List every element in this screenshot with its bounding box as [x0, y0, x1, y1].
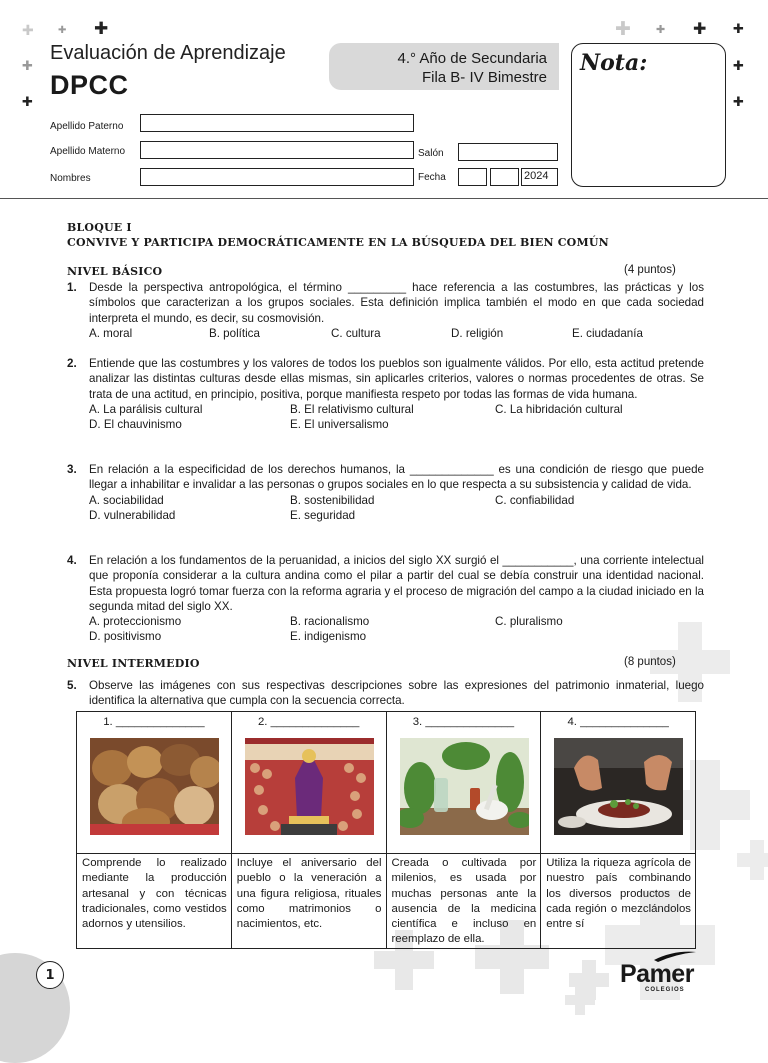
patrimonio-cell — [541, 854, 696, 949]
nota-box[interactable] — [571, 43, 726, 187]
block-title: BLOQUE I — [67, 221, 132, 234]
grade-box — [329, 43, 559, 90]
option[interactable]: B. racionalismo — [290, 615, 370, 629]
image-slot — [77, 732, 231, 853]
option[interactable]: E. ciudadanía — [572, 326, 643, 340]
question-text: Desde la perspectiva antropológica, el término _________ hace referencia a las costumbres, las prácticas y los símbolos que caracterizan a los grupos sociales. Esta definición implica también el modo en que cada sociedad interpreta el mundo, es decir, su cosmovisión. — [89, 281, 704, 325]
option[interactable]: A. La parálisis cultural — [89, 402, 203, 416]
nombres-label: Nombres — [50, 173, 91, 184]
question-5 — [67, 678, 704, 709]
option[interactable]: D. El chauvinismo — [89, 417, 182, 431]
question-number: 4. — [67, 554, 77, 567]
nota-label: Nota: — [580, 50, 648, 76]
patrimonio-cell — [231, 854, 386, 949]
apellido-materno-field[interactable] — [140, 141, 414, 159]
plus-icon: ✚ — [58, 25, 67, 36]
question-number: 2. — [67, 357, 77, 370]
plus-icon: ✚ — [615, 18, 631, 40]
plus-icon: ✚ — [733, 22, 744, 37]
image-slot — [387, 732, 541, 853]
nivel-intermedio-label: NIVEL INTERMEDIO — [67, 657, 200, 670]
option[interactable]: B. sostenibilidad — [290, 493, 375, 507]
pamer-logo: Pamer — [620, 960, 694, 988]
plus-icon: ✚ — [693, 19, 707, 38]
question-4 — [67, 553, 704, 645]
option[interactable]: D. positivismo — [89, 630, 162, 644]
option[interactable]: E. seguridad — [290, 508, 356, 522]
options — [89, 326, 704, 342]
question-number: 1. — [67, 281, 77, 294]
plus-icon: ✚ — [656, 23, 666, 36]
image-slot — [541, 732, 695, 853]
header-divider — [0, 198, 768, 199]
patrimonio-description: Creada o cultivada por milenios, es usada por muchas personas ante la ausencia de la medicina científica e incluso en reemplazo de ella. — [391, 857, 537, 946]
option[interactable]: C. confiabilidad — [495, 493, 575, 507]
nivel-intermedio-points: (8 puntos) — [624, 656, 676, 668]
option[interactable]: A. moral — [89, 326, 133, 340]
option[interactable]: E. indigenismo — [290, 630, 367, 644]
question-number: 5. — [67, 679, 77, 692]
options — [89, 402, 704, 433]
option[interactable]: D. vulnerabilidad — [89, 508, 176, 522]
grade-line: Fila B- IV Bimestre — [421, 69, 547, 86]
option[interactable]: A. proteccionismo — [89, 615, 182, 629]
option[interactable]: C. La hibridación cultural — [495, 402, 623, 416]
patrimonio-answer-blank[interactable]: 1. ______________ — [103, 716, 205, 728]
patrimonio-cell — [386, 854, 541, 949]
grade-line: 4.° Año de Secundaria — [397, 50, 547, 67]
patrimonio-description: Incluye el aniversario del pueblo o la veneración a una figura religiosa, rituales como matrimonios o nacimientos, etc. — [236, 857, 382, 931]
block-subtitle: CONVIVE Y PARTICIPA DEMOCRÁTICAMENTE EN LA BÚSQUEDA DEL BIEN COMÚN — [67, 236, 609, 249]
patrimonio-answer-blank[interactable]: 3. ______________ — [412, 716, 515, 728]
pamer-logo-subtitle: COLEGIOS — [645, 987, 685, 993]
options — [89, 614, 704, 645]
question-text: Observe las imágenes con sus respectivas descripciones sobre las expresiones del patrimonio inmaterial, luego identifica la alternativa que cumpla con la secuencia correcta. — [89, 679, 704, 708]
question-number: 3. — [67, 463, 77, 476]
fiesta-religiosa-image — [245, 738, 374, 835]
question-text: En relación a los fundamentos de la peruanidad, a inicios del siglo XX surgió el ___________, una corriente intelectual que proponía considerar a la cultura andina como el pilar a partir del cual se debía construir una identidad nacional. Esta propuesta logró tomar fuerza con la reforma agraria y el proceso de migración del campo a la ciudad iniciado en la segunda mitad del siglo XX. — [89, 554, 704, 613]
patrimonio-cell — [77, 854, 232, 949]
apellido-paterno-field[interactable] — [140, 114, 414, 132]
patrimonio-cell — [231, 712, 386, 854]
artesania-image — [90, 738, 219, 835]
image-slot — [232, 732, 386, 853]
question-3 — [67, 462, 704, 524]
patrimonio-answer-blank[interactable]: 2. ______________ — [257, 716, 360, 728]
option[interactable]: B. El relativismo cultural — [290, 402, 414, 416]
patrimonio-description: Utiliza la riqueza agrícola de nuestro país combinando los diversos productos de cada región o mezclándolos entre sí — [546, 857, 691, 931]
option[interactable]: C. cultura — [331, 326, 381, 340]
option[interactable]: B. política — [209, 326, 260, 340]
salon-field[interactable] — [458, 143, 558, 161]
option[interactable]: C. pluralismo — [495, 615, 563, 629]
apellido-paterno-label: Apellido Paterno — [50, 121, 124, 132]
question-2 — [67, 356, 704, 433]
option[interactable]: D. religión — [451, 326, 504, 340]
question-1 — [67, 280, 704, 342]
patrimonio-description: Comprende lo realizado mediante la producción artesanal y con técnicas tradicionales, como vestidos adornos y utensilios. — [82, 857, 227, 931]
plus-icon: ✚ — [733, 59, 744, 74]
plus-icon: ✚ — [22, 23, 34, 39]
question-text: En relación a la especificidad de los derechos humanos, la _____________ es una condición de riesgo que puede llegar a inhabilitar e invalidar a las personas o grupos sociales en lo que respecta a su subsistencia y calidad de vida. — [89, 463, 704, 492]
plus-icon: ✚ — [733, 95, 744, 110]
gastronomia-image — [554, 738, 683, 835]
fecha-label: Fecha — [418, 172, 446, 183]
option[interactable]: A. sociabilidad — [89, 493, 164, 507]
nivel-basico-label: NIVEL BÁSICO — [67, 265, 163, 278]
plus-icon: ✚ — [94, 19, 109, 39]
nivel-basico-points: (4 puntos) — [624, 264, 676, 276]
patrimonio-cell — [77, 712, 232, 854]
fecha-month-field[interactable] — [490, 168, 519, 186]
options — [89, 493, 704, 524]
plus-icon: ✚ — [22, 95, 33, 110]
patrimonio-cell — [541, 712, 696, 854]
year-value: 2024 — [524, 170, 549, 182]
evaluation-title: Evaluación de Aprendizaje — [50, 42, 286, 64]
question-text: Entiende que las costumbres y los valores de todos los pueblos son igualmente válidos. Por ello, esta actitud pretende analizar las distintas culturas desde ellas mismas, sin aplicarles criterios, valores o normas procedentes de otras. Se trata de una actitud, en principio, positiva, porque manifiesta respeto por todas las formas de vida humana. — [89, 357, 704, 401]
salon-label: Salón — [418, 148, 444, 159]
fecha-day-field[interactable] — [458, 168, 487, 186]
medicina-tradicional-image — [400, 738, 529, 835]
patrimonio-table — [76, 711, 696, 949]
fecha-year-field[interactable] — [521, 168, 558, 186]
patrimonio-cell — [386, 712, 541, 854]
option[interactable]: E. El universalismo — [290, 417, 389, 431]
patrimonio-answer-blank[interactable]: 4. ______________ — [567, 716, 669, 728]
nombres-field[interactable] — [140, 168, 414, 186]
course-title: DPCC — [50, 70, 129, 100]
page-number: 1 — [36, 961, 64, 989]
plus-icon: ✚ — [22, 59, 33, 74]
apellido-materno-label: Apellido Materno — [50, 146, 126, 157]
